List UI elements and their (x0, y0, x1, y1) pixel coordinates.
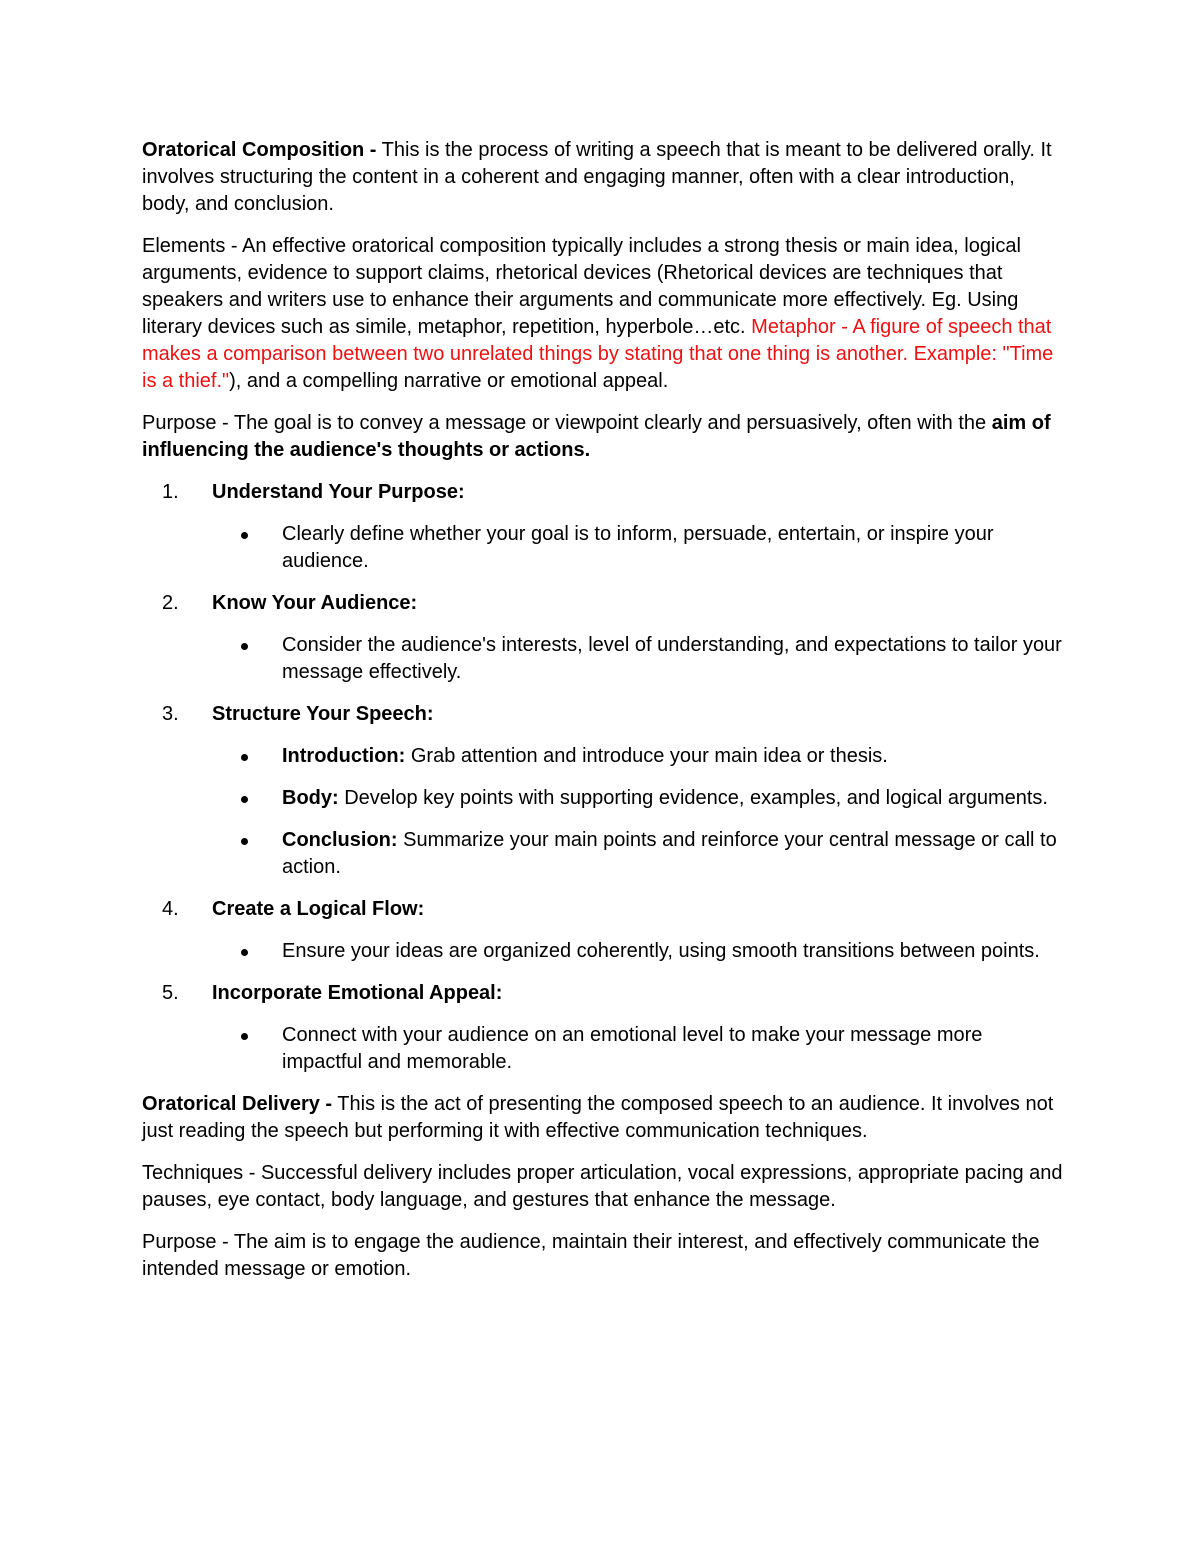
bullet-dot-icon (241, 838, 248, 845)
purpose-paragraph (142, 410, 1064, 464)
bullet-item (142, 1022, 1064, 1076)
bullet-text: Connect with your audience on an emotional level to make your message more impactful and memorable. (282, 1024, 983, 1073)
step-item (142, 980, 1064, 1007)
techniques-paragraph: Techniques - Successful delivery includes proper articulation, vocal expressions, appropriate pacing and pauses, eye contact, body language, and gestures that enhance the message. (142, 1162, 1063, 1211)
composition-paragraph (142, 137, 1064, 218)
bullet-label: Introduction: (282, 745, 406, 767)
bullet-text: Grab attention and introduce your main idea or thesis. (405, 745, 888, 767)
bullet-item (142, 743, 1064, 770)
bullet-item (142, 827, 1064, 881)
delivery-heading: Oratorical Delivery - (142, 1093, 333, 1115)
bullet-label: Body: (282, 787, 339, 809)
step-number: 5. (162, 982, 179, 1004)
bullet-item (142, 785, 1064, 812)
step-number: 4. (162, 898, 179, 920)
bullet-dot-icon (241, 532, 248, 539)
bullet-text: Summarize your main points and reinforce your central message or call to action. (282, 829, 1057, 878)
bullet-text: Clearly define whether your goal is to inform, persuade, entertain, or inspire your audience. (282, 523, 994, 572)
step-title: Structure Your Speech: (212, 703, 434, 725)
composition-heading: Oratorical Composition - (142, 139, 377, 161)
elements-paragraph (142, 233, 1064, 395)
step-item (142, 479, 1064, 506)
elements-text-end: ), and a compelling narrative or emotional appeal. (229, 370, 669, 392)
step-item (142, 896, 1064, 923)
purpose-text: Purpose - The goal is to convey a message or viewpoint clearly and persuasively, often with the (142, 412, 992, 434)
step-item (142, 590, 1064, 617)
purpose-bold: aim of influencing the audience's thoughts or actions. (142, 412, 1051, 461)
step-title: Know Your Audience: (212, 592, 418, 614)
bullet-item (142, 938, 1064, 965)
step-title: Create a Logical Flow: (212, 898, 425, 920)
composition-text: This is the process of writing a speech that is meant to be delivered orally. It involves structuring the content in a coherent and engaging manner, often with a clear introduction, body, and conclusion. (142, 139, 1052, 215)
step-number: 3. (162, 703, 179, 725)
bullet-dot-icon (241, 949, 248, 956)
bullet-dot-icon (241, 754, 248, 761)
bullet-item (142, 632, 1064, 686)
delivery-purpose-paragraph: Purpose - The aim is to engage the audience, maintain their interest, and effectively communicate the intended message or emotion. (142, 1231, 1040, 1280)
step-number: 2. (162, 592, 179, 614)
document-page (142, 137, 1064, 1298)
bullet-dot-icon (241, 1033, 248, 1040)
step-title: Incorporate Emotional Appeal: (212, 982, 503, 1004)
elements-text: Elements - An effective oratorical composition typically includes a strong thesis or main idea, logical arguments, evidence to support claims, rhetorical devices (Rhetorical devices are techniques that speakers and writers use to enhance their arguments and communicate more effectively. Eg. Using literary devices such as simile, metaphor, repetition, hyperbole…etc. (142, 235, 1021, 338)
bullet-item (142, 521, 1064, 575)
bullet-text: Ensure your ideas are organized coherently, using smooth transitions between points. (282, 940, 1040, 962)
delivery-paragraph (142, 1091, 1064, 1145)
step-item (142, 701, 1064, 728)
step-title: Understand Your Purpose: (212, 481, 465, 503)
step-number: 1. (162, 481, 179, 503)
bullet-label: Conclusion: (282, 829, 398, 851)
bullet-text: Develop key points with supporting evidence, examples, and logical arguments. (338, 787, 1048, 809)
bullet-text: Consider the audience's interests, level of understanding, and expectations to tailor your message effectively. (282, 634, 1062, 683)
bullet-dot-icon (241, 796, 248, 803)
bullet-dot-icon (241, 643, 248, 650)
delivery-text: This is the act of presenting the composed speech to an audience. It involves not just reading the speech but performing it with effective communication techniques. (142, 1093, 1054, 1142)
metaphor-definition: Metaphor - A figure of speech that makes a comparison between two unrelated things by stating that one thing is another. Example: "Time is a thief." (142, 316, 1054, 392)
